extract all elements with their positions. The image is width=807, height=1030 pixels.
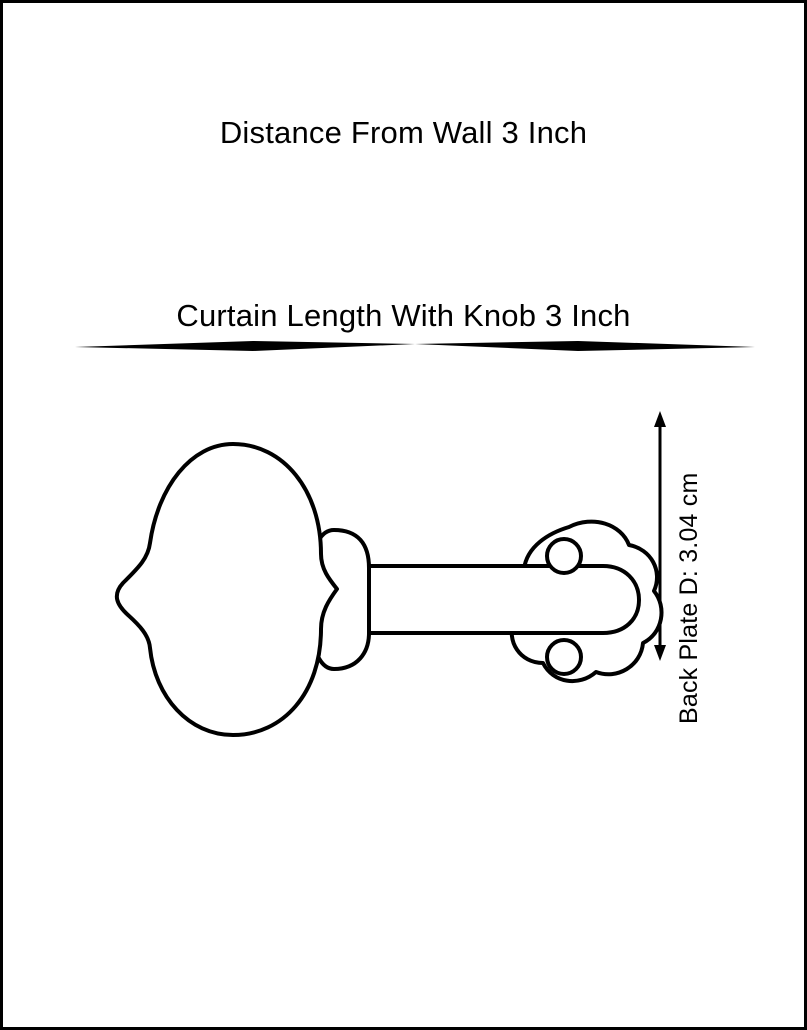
- curtain-knob-drawing: [3, 3, 807, 1030]
- screw-hole-lower: [547, 640, 581, 674]
- knob-stem: [348, 566, 639, 633]
- screw-hole-upper: [547, 539, 581, 573]
- knob-head: [117, 444, 337, 735]
- distance-from-wall-label: Distance From Wall 3 Inch: [219, 115, 588, 150]
- curtain-length-label: Curtain Length With Knob 3 Inch: [176, 298, 631, 333]
- back-plate-diameter-label: Back Plate D: 3.04 cm: [675, 472, 703, 724]
